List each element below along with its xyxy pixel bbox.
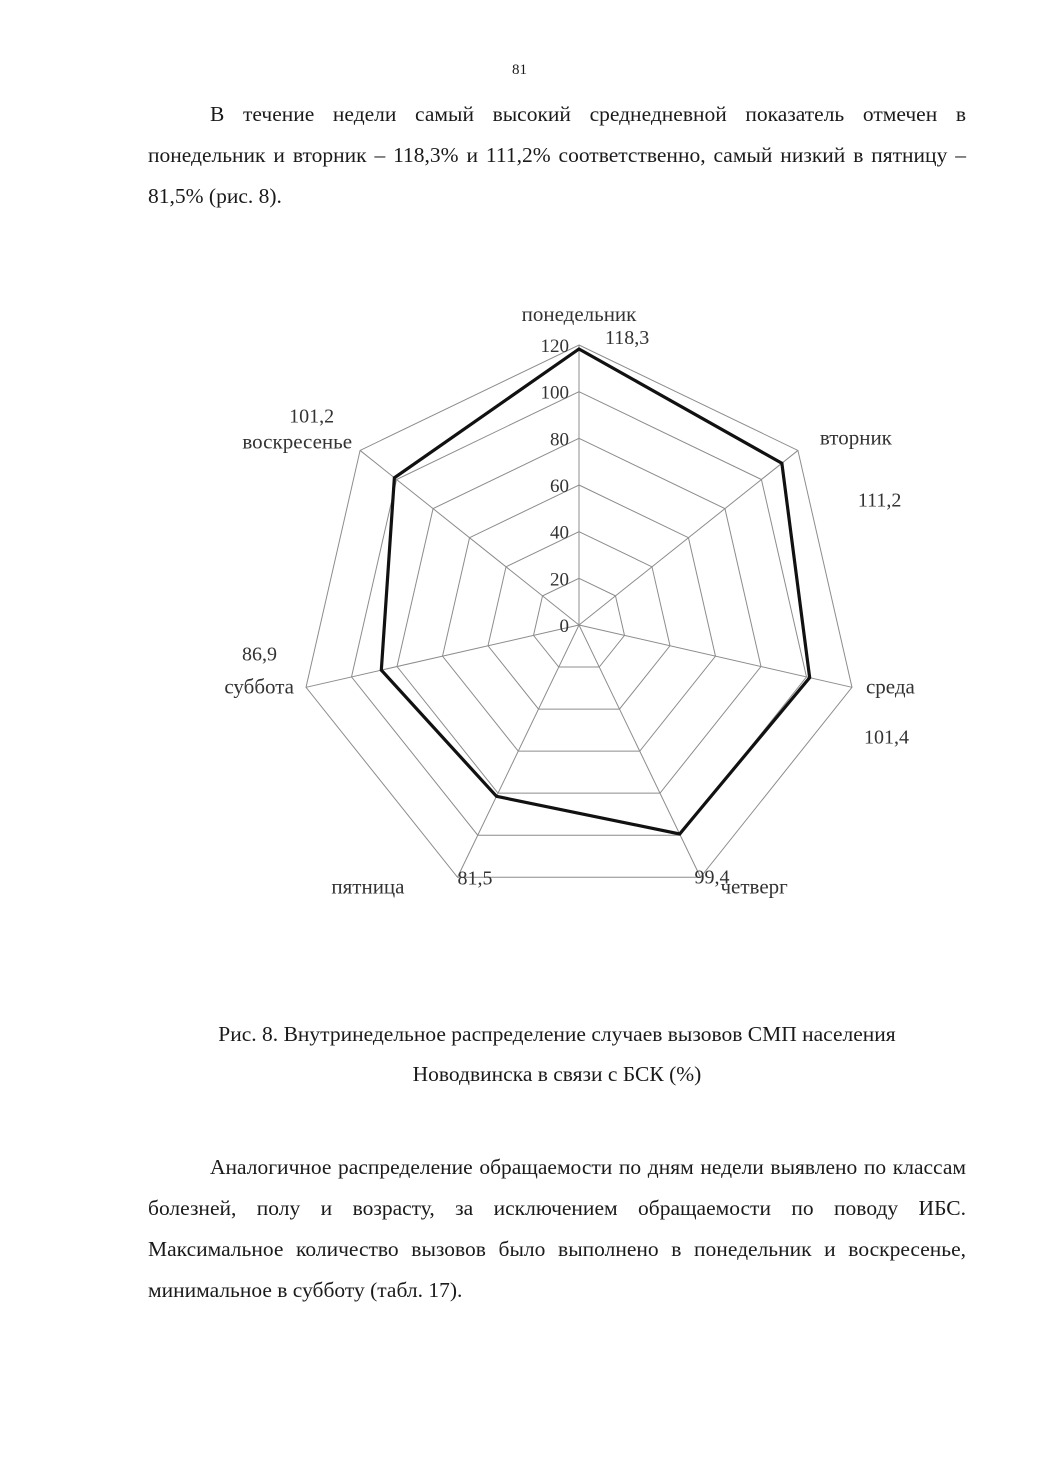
radar-series [381,349,809,834]
category-label: воскресенье [242,429,353,454]
category-label: понедельник [521,302,637,326]
page-number: 81 [512,62,527,78]
value-label: 101,2 [289,405,335,428]
grid-spoke-6 [360,450,579,625]
series-line [381,349,809,834]
category-label: пятница [331,874,405,899]
category-label: среда [865,674,915,699]
category-label: суббота [224,674,295,699]
value-label: 86,9 [242,643,278,666]
grid-spoke-5 [306,625,579,687]
value-label: 81,5 [457,867,493,890]
grid-spoke-1 [579,450,798,625]
radar-labels [224,302,915,898]
radial-tick-label: 120 [540,336,569,357]
radial-tick-label: 20 [550,569,569,591]
radial-tick-label: 0 [559,616,569,637]
value-label: 111,2 [857,489,902,512]
paragraph-1 [148,94,966,217]
value-label: 99,4 [694,866,730,889]
value-label: 118,3 [605,327,650,349]
radial-tick-label: 100 [540,382,569,404]
paragraph-2 [148,1147,966,1311]
radial-tick-label: 80 [550,429,569,451]
caption-line-2: Новодвинска в связи с БСК (%) [412,1062,702,1086]
radial-tick-label: 60 [550,476,569,497]
paragraph-1-text: В течение недели самый высокий среднедневной показатель отмечен в понедельник и вторник – 118,3% и 111,2% соответственно, самый низкий в пятницу – 81,5% (рис. 8). [148,102,966,208]
radial-tick-label: 40 [550,522,569,544]
caption-label: Рис. 8. [218,1022,279,1046]
caption-line-1: Внутринедельное распределение случаев вызовов СМП населения [283,1022,896,1046]
paragraph-2-text: Аналогичное распределение обращаемости по дням недели выявлено по классам болезней, полу и возрасту, за исключением обращаемости по поводу ИБС. Максимальное количество вызовов было выполнено в понедельник и воскресенье, минимальное в субботу (табл. 17). [148,1155,966,1302]
category-label: вторник [819,425,892,450]
radar-chart [0,290,1039,930]
category-label: четверг [720,874,788,899]
radar-grid [306,345,852,877]
value-label: 101,4 [863,726,909,749]
figure-caption [148,1014,966,1094]
